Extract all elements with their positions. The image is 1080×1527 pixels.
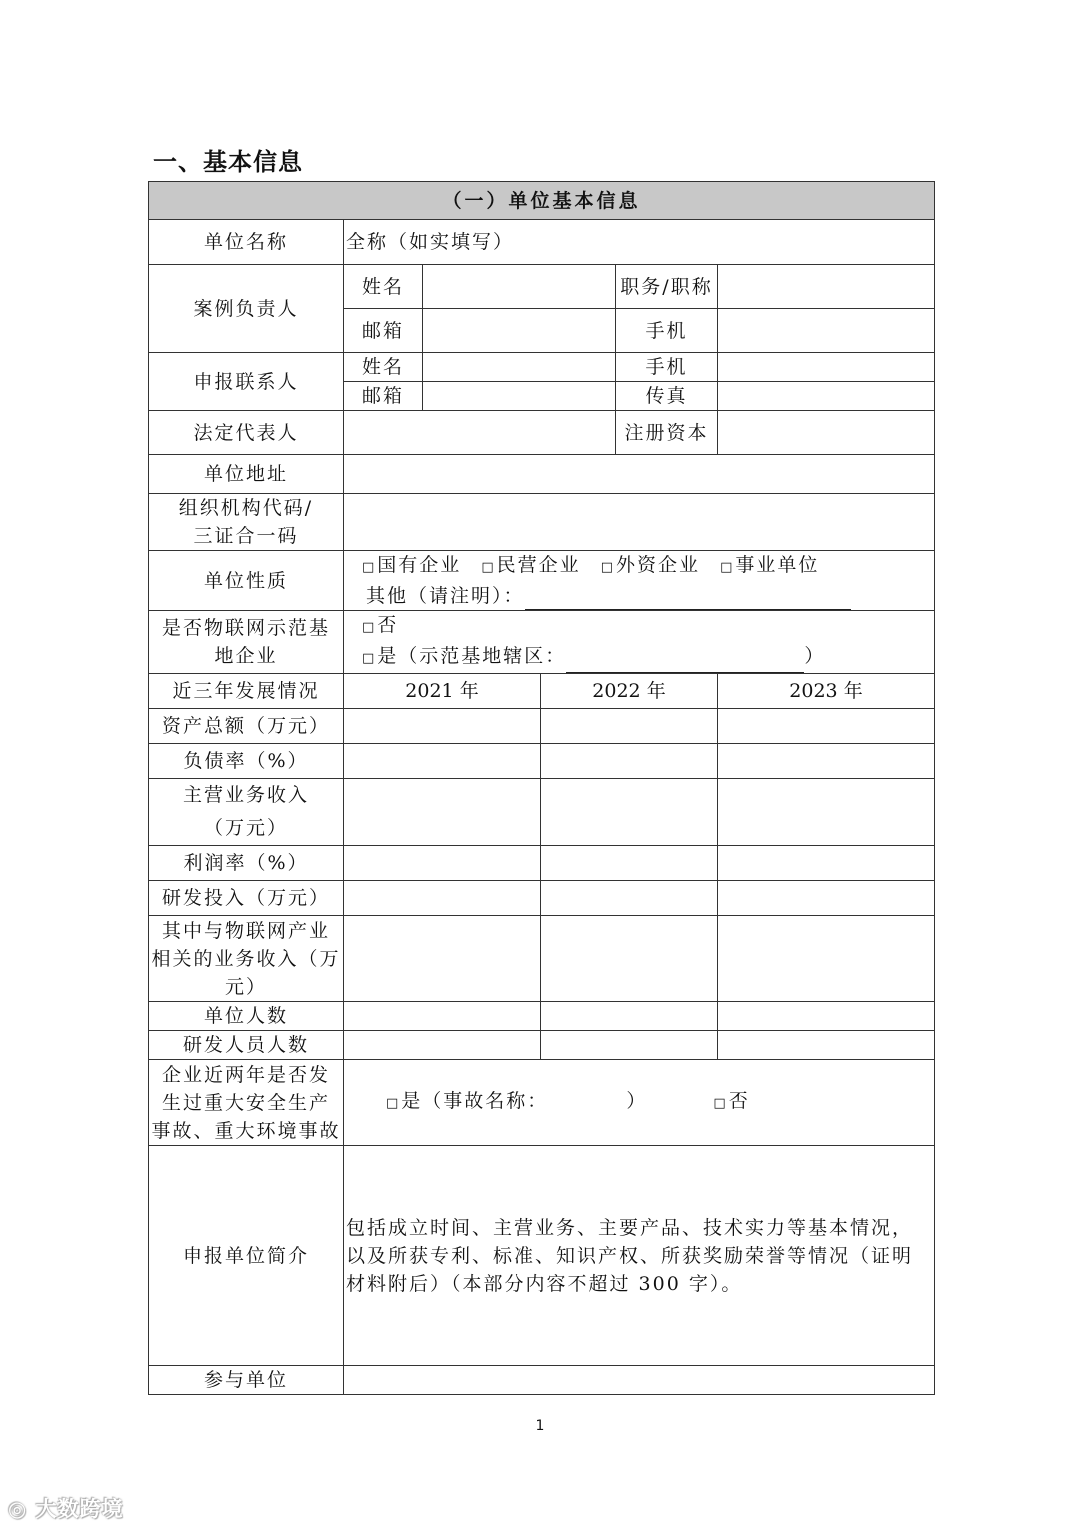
cell-2021[interactable] (344, 1031, 541, 1060)
iot-base-label-line-1: 是否物联网示范基 (161, 617, 330, 639)
contact-label: 申报联系人 (149, 353, 344, 411)
capital-label: 注册资本 (616, 411, 718, 455)
case-lead-mobile-label: 手机 (616, 309, 718, 353)
intro-hint-line-1: 包括成立时间、主营业务、主要产品、技术实力等基本情况， (346, 1216, 914, 1239)
row-label-profit-rate: 利润率（%） (149, 846, 344, 881)
checkbox-icon: □ (720, 560, 735, 575)
iot-base-label (149, 611, 344, 674)
cell-2021[interactable] (344, 744, 541, 779)
contact-name-field[interactable] (423, 353, 616, 382)
unit-name-field[interactable]: 全称（如实填写） (344, 220, 935, 265)
nature-other-label: 其他（请注明）： (366, 585, 525, 607)
case-lead-label: 案例负责人 (149, 265, 344, 353)
cell-2021[interactable] (344, 779, 541, 846)
cell-2021[interactable] (344, 846, 541, 881)
legal-rep-field[interactable] (344, 411, 616, 455)
org-code-label-line-2: 三证合一码 (193, 525, 299, 547)
checkbox-icon: □ (362, 620, 377, 635)
cell-2022[interactable] (541, 709, 718, 744)
cell-2022[interactable] (541, 846, 718, 881)
nature-option-institution[interactable]: □事业单位 (720, 554, 820, 576)
address-label: 单位地址 (149, 455, 344, 494)
iot-base-no-option[interactable]: □否 (362, 614, 399, 636)
intro-hint-line-2: 以及所获专利、标准、知识产权、所获奖励荣誉等情况（证明 (346, 1244, 914, 1267)
checkbox-icon: □ (481, 560, 496, 575)
page-number: 1 (535, 1418, 545, 1434)
page-title: 一、基本信息 (153, 148, 303, 176)
contact-mobile-field[interactable] (718, 353, 935, 382)
basic-info-table (148, 181, 935, 1395)
intro-field[interactable] (344, 1146, 935, 1366)
cell-2021[interactable] (344, 881, 541, 916)
cell-2023[interactable] (718, 709, 935, 744)
capital-field[interactable] (718, 411, 935, 455)
nature-option-soe[interactable]: □国有企业 (362, 554, 462, 576)
contact-email-label: 邮箱 (344, 382, 423, 411)
accident-label-line-1: 企业近两年是否发 (161, 1063, 330, 1086)
nature-other-field[interactable] (525, 589, 851, 610)
cell-2022[interactable] (541, 744, 718, 779)
iot-base-options (344, 611, 935, 674)
row-label-iot-revenue-line-2: 相关的业务收入（万 (151, 947, 341, 970)
contact-mobile-label: 手机 (616, 353, 718, 382)
row-label-main-revenue (149, 779, 344, 846)
accident-label (149, 1060, 344, 1146)
nature-options (344, 551, 935, 611)
case-lead-title-label: 职务/职称 (616, 265, 718, 309)
row-label-debt-ratio: 负债率（%） (149, 744, 344, 779)
intro-hint-line-3: 材料附后）（本部分内容不超过 300 字）。 (346, 1272, 743, 1295)
org-code-label (149, 494, 344, 551)
case-lead-email-field[interactable] (423, 309, 616, 353)
accident-yes-option[interactable]: □是（事故名称： (386, 1090, 549, 1112)
year-2023-header: 2023 年 (718, 674, 935, 709)
cell-2021[interactable] (344, 916, 541, 1002)
row-label-iot-revenue-line-1: 其中与物联网产业 (161, 919, 330, 942)
cell-2021[interactable] (344, 709, 541, 744)
row-label-main-revenue-line-1: 主营业务收入 (182, 784, 309, 806)
row-label-rd-investment: 研发投入（万元） (149, 881, 344, 916)
org-code-label-line-1: 组织机构代码/ (178, 497, 314, 519)
table-header: （一）单位基本信息 (149, 182, 935, 220)
cell-2023[interactable] (718, 881, 935, 916)
accident-label-line-3: 事故、重大环境事故 (151, 1119, 341, 1142)
cell-2023[interactable] (718, 846, 935, 881)
checkbox-icon: □ (600, 560, 616, 575)
cell-2022[interactable] (541, 1002, 718, 1031)
checkbox-icon: □ (713, 1096, 728, 1111)
accident-label-line-2: 生过重大安全生产 (161, 1091, 330, 1114)
nature-options-line (362, 551, 932, 582)
watermark-logo-icon: ◎ (8, 1497, 36, 1521)
participants-field[interactable] (344, 1366, 935, 1395)
cell-2022[interactable] (541, 916, 718, 1002)
development-label: 近三年发展情况 (149, 674, 344, 709)
address-field[interactable] (344, 455, 935, 494)
contact-email-field[interactable] (423, 382, 616, 411)
watermark: ◎ 大数跨境 (8, 1497, 124, 1521)
accident-no-option[interactable]: □否 (713, 1090, 750, 1112)
checkbox-icon: □ (362, 560, 377, 575)
year-2022-header: 2022 年 (541, 674, 718, 709)
unit-name-label: 单位名称 (149, 220, 344, 265)
nature-label: 单位性质 (149, 551, 344, 611)
cell-2022[interactable] (541, 779, 718, 846)
contact-fax-field[interactable] (718, 382, 935, 411)
case-lead-name-label: 姓名 (344, 265, 423, 309)
cell-2023[interactable] (718, 916, 935, 1002)
intro-label: 申报单位简介 (149, 1146, 344, 1366)
cell-2023[interactable] (718, 744, 935, 779)
checkbox-icon: □ (386, 1096, 401, 1111)
cell-2023[interactable] (718, 779, 935, 846)
org-code-field[interactable] (344, 494, 935, 551)
case-lead-mobile-field[interactable] (718, 309, 935, 353)
cell-2022[interactable] (541, 881, 718, 916)
nature-option-foreign[interactable]: □外资企业 (600, 554, 701, 576)
contact-fax-label: 传真 (616, 382, 718, 411)
accident-options: □是（事故名称： ） □否 (344, 1060, 935, 1146)
row-label-iot-revenue (149, 916, 344, 1002)
row-label-rd-staff: 研发人员人数 (149, 1031, 344, 1060)
row-label-headcount: 单位人数 (149, 1002, 344, 1031)
checkbox-icon: □ (362, 651, 377, 666)
contact-name-label: 姓名 (344, 353, 423, 382)
iot-base-label-line-2: 地企业 (214, 645, 278, 667)
row-label-main-revenue-line-2: （万元） (203, 817, 288, 839)
legal-rep-label: 法定代表人 (149, 411, 344, 455)
cell-2023[interactable] (718, 1002, 935, 1031)
participants-label: 参与单位 (149, 1366, 344, 1395)
row-label-total-assets: 资产总额（万元） (149, 709, 344, 744)
iot-base-yes-option[interactable]: □是（示范基地辖区： ） (362, 642, 932, 673)
nature-other-line (362, 582, 932, 610)
row-label-iot-revenue-line-3: 元） (224, 975, 267, 998)
iot-base-district-field[interactable] (566, 652, 804, 673)
year-2021-header: 2021 年 (344, 674, 541, 709)
cell-2023[interactable] (718, 1031, 935, 1060)
cell-2022[interactable] (541, 1031, 718, 1060)
nature-option-private[interactable]: □民营企业 (481, 554, 581, 576)
case-lead-name-field[interactable] (423, 265, 616, 309)
cell-2021[interactable] (344, 1002, 541, 1031)
case-lead-title-field[interactable] (718, 265, 935, 309)
case-lead-email-label: 邮箱 (344, 309, 423, 353)
